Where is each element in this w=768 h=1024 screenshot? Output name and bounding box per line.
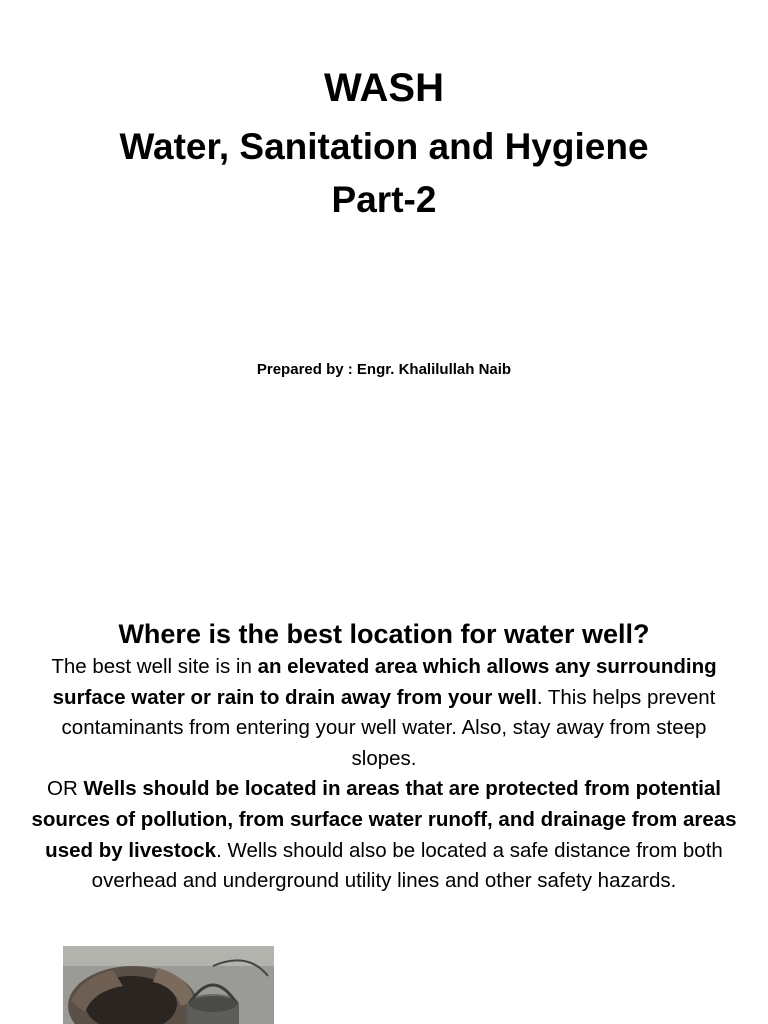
section-body	[30, 652, 738, 897]
water-well-illustration	[63, 946, 274, 1024]
slide-title	[0, 68, 768, 218]
section-heading: Where is the best location for water well?	[118, 619, 650, 649]
paragraph-1-tail: . This helps prevent contaminants from entering your well water. Also, stay away from steep slopes.	[61, 685, 716, 770]
content-section	[30, 616, 738, 897]
paragraph-1-emphasis: an elevated area which allows any surrounding surface water or rain to drain away from your well	[52, 655, 717, 709]
title-main: WASH	[324, 66, 444, 110]
paragraph-1-lead: The best well site is in	[51, 655, 258, 678]
water-well-photo	[63, 946, 274, 1024]
title-subtitle: Water, Sanitation and Hygiene	[119, 126, 649, 167]
author-credit: Prepared by : Engr. Khalilullah Naib	[256, 361, 512, 378]
title-part: Part-2	[331, 179, 437, 220]
paragraph-2-tail: . Wells should also be located a safe distance from both overhead and underground utility lines and other safety hazards.	[91, 838, 723, 893]
paragraph-2-emphasis: Wells should be located in areas that are protected from potential sources of pollution, from surface water runoff, and drainage from areas used by livestock	[31, 777, 737, 862]
paragraph-2-lead: OR	[47, 777, 84, 801]
